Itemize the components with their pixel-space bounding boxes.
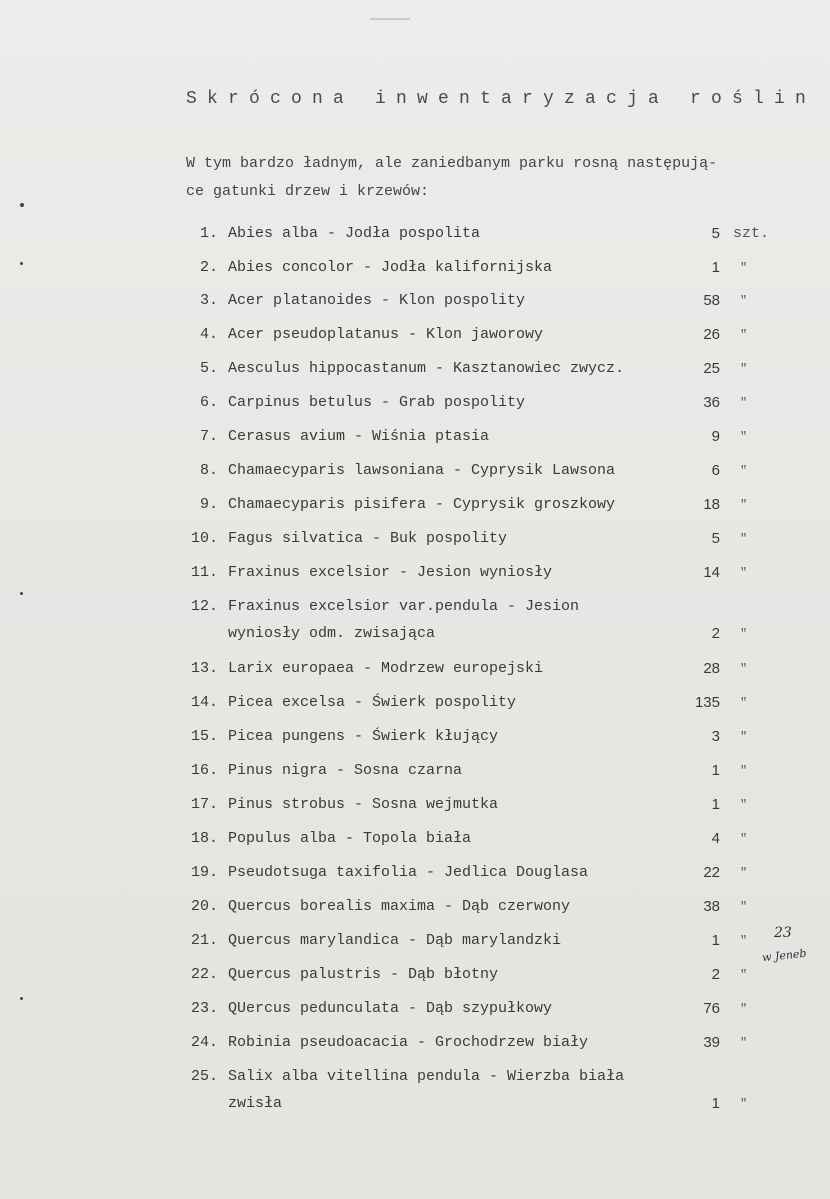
item-number: 1. [199, 225, 218, 242]
item-number: 16. [190, 762, 218, 779]
item-unit: " [740, 430, 748, 444]
item-unit: " [740, 294, 748, 308]
item-count: 2 [711, 625, 720, 642]
document-title: Skrócona inwentaryzacja roślin [186, 89, 817, 109]
species-name: Carpinus betulus - Grab pospolity [228, 394, 526, 411]
species-name: Acer pseudoplatanus - Klon jaworowy [228, 326, 544, 343]
item-unit: " [740, 566, 748, 580]
item-count: 38 [703, 898, 720, 915]
item-unit: " [740, 730, 748, 744]
species-name-continuation: wyniosły odm. zwisająca [228, 625, 436, 642]
species-name: QUercus pedunculata - Dąb szypułkowy [228, 1000, 553, 1017]
item-number: 17. [190, 796, 218, 813]
item-count: 4 [711, 830, 720, 847]
item-number: 21. [190, 932, 218, 949]
item-count: 26 [703, 326, 720, 343]
item-unit: " [740, 1097, 748, 1111]
item-unit: " [740, 261, 748, 275]
item-count: 9 [711, 428, 720, 445]
margin-mark [20, 262, 23, 265]
species-name: Picea pungens - Świerk kłujący [228, 728, 499, 745]
item-number: 12. [190, 598, 218, 615]
species-name: Fraxinus excelsior var.pendula - Jesion [228, 598, 580, 615]
item-unit: " [740, 1002, 748, 1016]
handnote-text: w Jeneb [761, 946, 808, 965]
species-name: Populus alba - Topola biała [228, 830, 472, 847]
item-unit: " [740, 968, 748, 982]
item-unit: " [740, 328, 748, 342]
item-count: 1 [711, 762, 720, 779]
item-number: 19. [190, 864, 218, 881]
item-unit: " [740, 900, 748, 914]
item-count: 135 [694, 694, 720, 711]
item-count: 1 [711, 259, 720, 276]
species-name: Picea excelsa - Świerk pospolity [228, 694, 517, 711]
item-number: 14. [190, 694, 218, 711]
species-name: Pseudotsuga taxifolia - Jedlica Douglasa [228, 864, 589, 881]
item-number: 23. [190, 1000, 218, 1017]
item-count: 36 [703, 394, 720, 411]
species-name: Quercus marylandica - Dąb marylandzki [228, 932, 562, 949]
item-unit: " [740, 866, 748, 880]
item-unit: " [740, 396, 748, 410]
item-number: 10. [190, 530, 218, 547]
species-name: Salix alba vitellina pendula - Wierzba biała [228, 1068, 625, 1085]
item-number: 2. [199, 259, 218, 276]
item-count: 5 [711, 225, 720, 242]
intro-line: ce gatunki drzew i krzewów: [186, 183, 430, 200]
item-number: 6. [199, 394, 218, 411]
item-unit: szt. [733, 225, 770, 242]
item-unit: " [740, 532, 748, 546]
item-unit: " [740, 934, 748, 948]
item-number: 11. [190, 564, 218, 581]
species-name-continuation: zwisła [228, 1095, 283, 1112]
item-number: 22. [190, 966, 218, 983]
item-count: 1 [711, 1095, 720, 1112]
item-count: 18 [703, 496, 720, 513]
item-count: 3 [711, 728, 720, 745]
item-number: 5. [199, 360, 218, 377]
item-unit: " [740, 627, 748, 641]
item-number: 7. [199, 428, 218, 445]
species-name: Quercus borealis maxima - Dąb czerwony [228, 898, 571, 915]
species-name: Quercus palustris - Dąb błotny [228, 966, 499, 983]
item-number: 18. [190, 830, 218, 847]
item-count: 1 [711, 932, 720, 949]
species-name: Fagus silvatica - Buk pospolity [228, 530, 508, 547]
species-name: Chamaecyparis lawsoniana - Cyprysik Lawsona [228, 462, 616, 479]
item-count: 2 [711, 966, 720, 983]
species-name: Acer platanoides - Klon pospolity [228, 292, 526, 309]
item-count: 5 [711, 530, 720, 547]
item-unit: " [740, 798, 748, 812]
item-count: 25 [703, 360, 720, 377]
item-unit: " [740, 498, 748, 512]
item-count: 22 [703, 864, 720, 881]
item-count: 1 [711, 796, 720, 813]
item-count: 76 [703, 1000, 720, 1017]
handnote-number: 23 [774, 925, 792, 941]
margin-mark [20, 592, 23, 595]
item-number: 20. [190, 898, 218, 915]
species-name: Pinus strobus - Sosna wejmutka [228, 796, 499, 813]
item-unit: " [740, 832, 748, 846]
item-number: 8. [199, 462, 218, 479]
species-name: Aesculus hippocastanum - Kasztanowiec zwycz. [228, 360, 625, 377]
item-count: 58 [703, 292, 720, 309]
species-name: Abies alba - Jodła pospolita [228, 225, 481, 242]
intro-line: W tym bardzo ładnym, ale zaniedbanym parku rosną następują- [186, 155, 718, 172]
item-number: 13. [190, 660, 218, 677]
handwritten-note [762, 925, 828, 975]
species-name: Chamaecyparis pisifera - Cyprysik groszkowy [228, 496, 616, 513]
item-unit: " [740, 662, 748, 676]
item-number: 15. [190, 728, 218, 745]
item-number: 3. [199, 292, 218, 309]
species-name: Larix europaea - Modrzew europejski [228, 660, 544, 677]
item-number: 4. [199, 326, 218, 343]
item-number: 9. [199, 496, 218, 513]
item-unit: " [740, 464, 748, 478]
item-unit: " [740, 764, 748, 778]
item-number: 24. [190, 1034, 218, 1051]
margin-mark [20, 203, 24, 207]
species-name: Fraxinus excelsior - Jesion wyniosły [228, 564, 553, 581]
item-unit: " [740, 1036, 748, 1050]
margin-mark [20, 997, 23, 1000]
species-name: Pinus nigra - Sosna czarna [228, 762, 463, 779]
species-name: Abies concolor - Jodła kalifornijska [228, 259, 553, 276]
species-name: Robinia pseudoacacia - Grochodrzew biały [228, 1034, 589, 1051]
item-count: 6 [711, 462, 720, 479]
item-count: 14 [703, 564, 720, 581]
item-unit: " [740, 362, 748, 376]
item-number: 25. [190, 1068, 218, 1085]
item-unit: " [740, 696, 748, 710]
item-count: 28 [703, 660, 720, 677]
species-name: Cerasus avium - Wiśnia ptasia [228, 428, 490, 445]
item-count: 39 [703, 1034, 720, 1051]
